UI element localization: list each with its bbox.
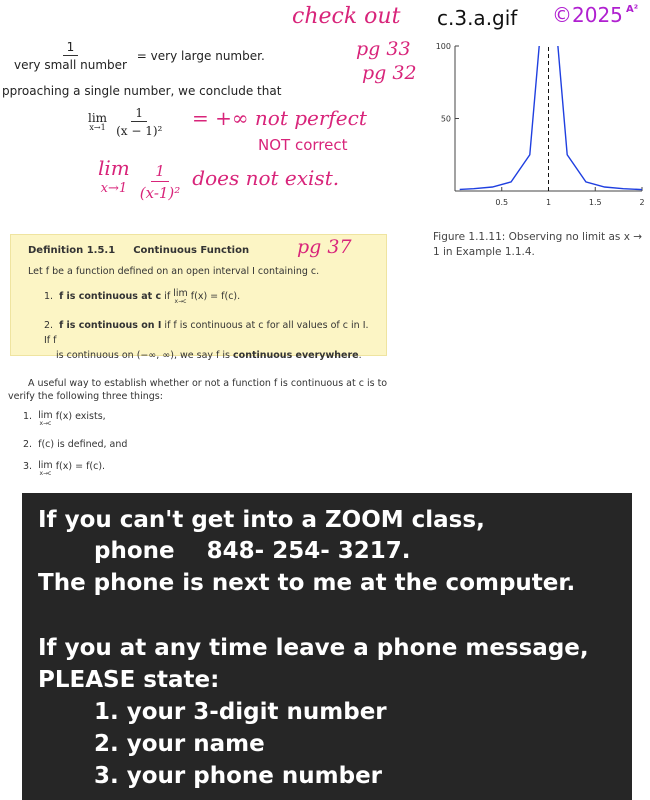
figure-caption [433,230,642,260]
definition-number: Definition 1.5.1 [28,245,116,256]
item1-lim: lim [173,288,188,299]
notice-line4: If you at any time leave a phone message, [38,635,589,661]
hw-lim-num: 1 [151,162,169,182]
figure-caption-line2: 1 in Example 1.1.4. [433,246,535,258]
printed-lim-num: 1 [131,106,147,122]
item2-rest: if f is continuous at c for all values of c in I. If f [44,320,369,346]
condition-2: 2. f(c) is defined, and [23,439,128,450]
hw-lim-den: (x-1)² [139,184,181,202]
handwritten-not-correct: NOT correct [258,136,348,154]
figure-filename: c.3.a.gif [437,6,518,30]
printed-lim-sub: x→1 [89,123,106,132]
curve-branch-2 [553,36,642,190]
printed-lim-word: lim [88,111,108,125]
notice-phone: phone 848- 254- 3217. [94,538,411,564]
item1-expr: f(x) = f(c). [190,291,241,302]
zoom-notice-box [22,493,632,800]
handwritten-check-out: check out [292,4,401,29]
equation-reciprocal [10,40,265,72]
item2-line2c: . [358,350,362,361]
eq1-denominator: very small number [14,58,127,72]
hw-does-not-exist: does not exist. [192,166,340,190]
definition-item-2: 2. f is continuous on I if f is continuous at c for all values of c in I. If f is continuous on (−∞, ∞), we say f is continuous everywhere. [44,320,369,361]
author-initials: A² [626,4,639,15]
printed-lim-den: (x − 1)² [116,124,163,138]
condition-3: 3. lim x→c f(x) = f(c). [23,460,106,477]
copyright-year: ©2025 [552,3,623,27]
cond1-lim: lim [38,410,53,421]
hw-lim-word: lim [98,156,130,180]
notice-line3: The phone is next to me at the computer. [38,570,576,596]
notice-item1: 1. your 3-digit number [94,699,387,725]
item1-lim-sub: x→c [174,297,187,305]
item2-line2a: is continuous on (−∞, ∞), we say f is [56,350,234,361]
curve-branch-1 [460,36,544,189]
definition-heading [28,245,249,256]
item2-bold: f is continuous on I [59,320,162,331]
cond3-lim-sub: x→c [39,469,52,477]
x-tick-label: 0.5 [495,198,509,207]
cond1-text: f(x) exists, [55,411,106,422]
printed-limit [88,106,166,138]
cond3-lim: lim [38,460,53,471]
handwritten-limit [98,158,339,202]
paragraph-line1: A useful way to establish whether or not a function f is continuous at c is to [28,378,388,389]
figure-caption-line1: Figure 1.1.11: Observing no limit as x → [433,231,643,243]
cond2-text: f(c) is defined, and [38,439,128,450]
x-tick-label: 2 [639,198,645,207]
definition-item-1: 1. f is continuous at c if lim x→c f(x) = f(c). [44,288,241,305]
handwritten-pg37: pg 37 [297,236,352,258]
x-tick-label: 1 [545,198,552,207]
eq1-numerator: 1 [63,40,79,56]
definition-intro: Let f be a function defined on an open interval I containing c. [28,266,320,277]
eq1-rhs: = very large number. [136,48,265,63]
handwritten-pg32: pg 32 [362,62,417,84]
cond1-lim-sub: x→c [39,419,52,427]
y-tick-label: 100 [435,42,451,51]
definition-name: Continuous Function [133,245,250,256]
item1-rest: if [164,291,171,302]
condition-1: 1. lim x→c f(x) exists, [23,410,106,427]
cond3-text: f(x) = f(c). [55,461,106,472]
notice-item2: 2. your name [94,731,265,757]
paragraph-line2: verify the following three things: [8,391,163,402]
notice-line5: PLEASE state: [38,667,220,693]
hw-lim-sub: x→1 [100,181,128,196]
handwritten-pg33: pg 33 [356,38,411,60]
asymptote-chart [430,36,650,216]
continuity-paragraph [8,377,388,403]
notice-item3: 3. your phone number [94,763,383,789]
notice-line1: If you can't get into a ZOOM class, [38,507,485,533]
y-tick-label: 50 [440,114,451,124]
x-tick-label: 1.5 [588,198,602,207]
item2-line2b: continuous everywhere [233,350,359,361]
handwritten-infinity-note: = +∞ not perfect [192,106,367,130]
item1-bold: f is continuous at c [59,291,162,302]
approach-text: pproaching a single number, we conclude that [2,84,282,98]
